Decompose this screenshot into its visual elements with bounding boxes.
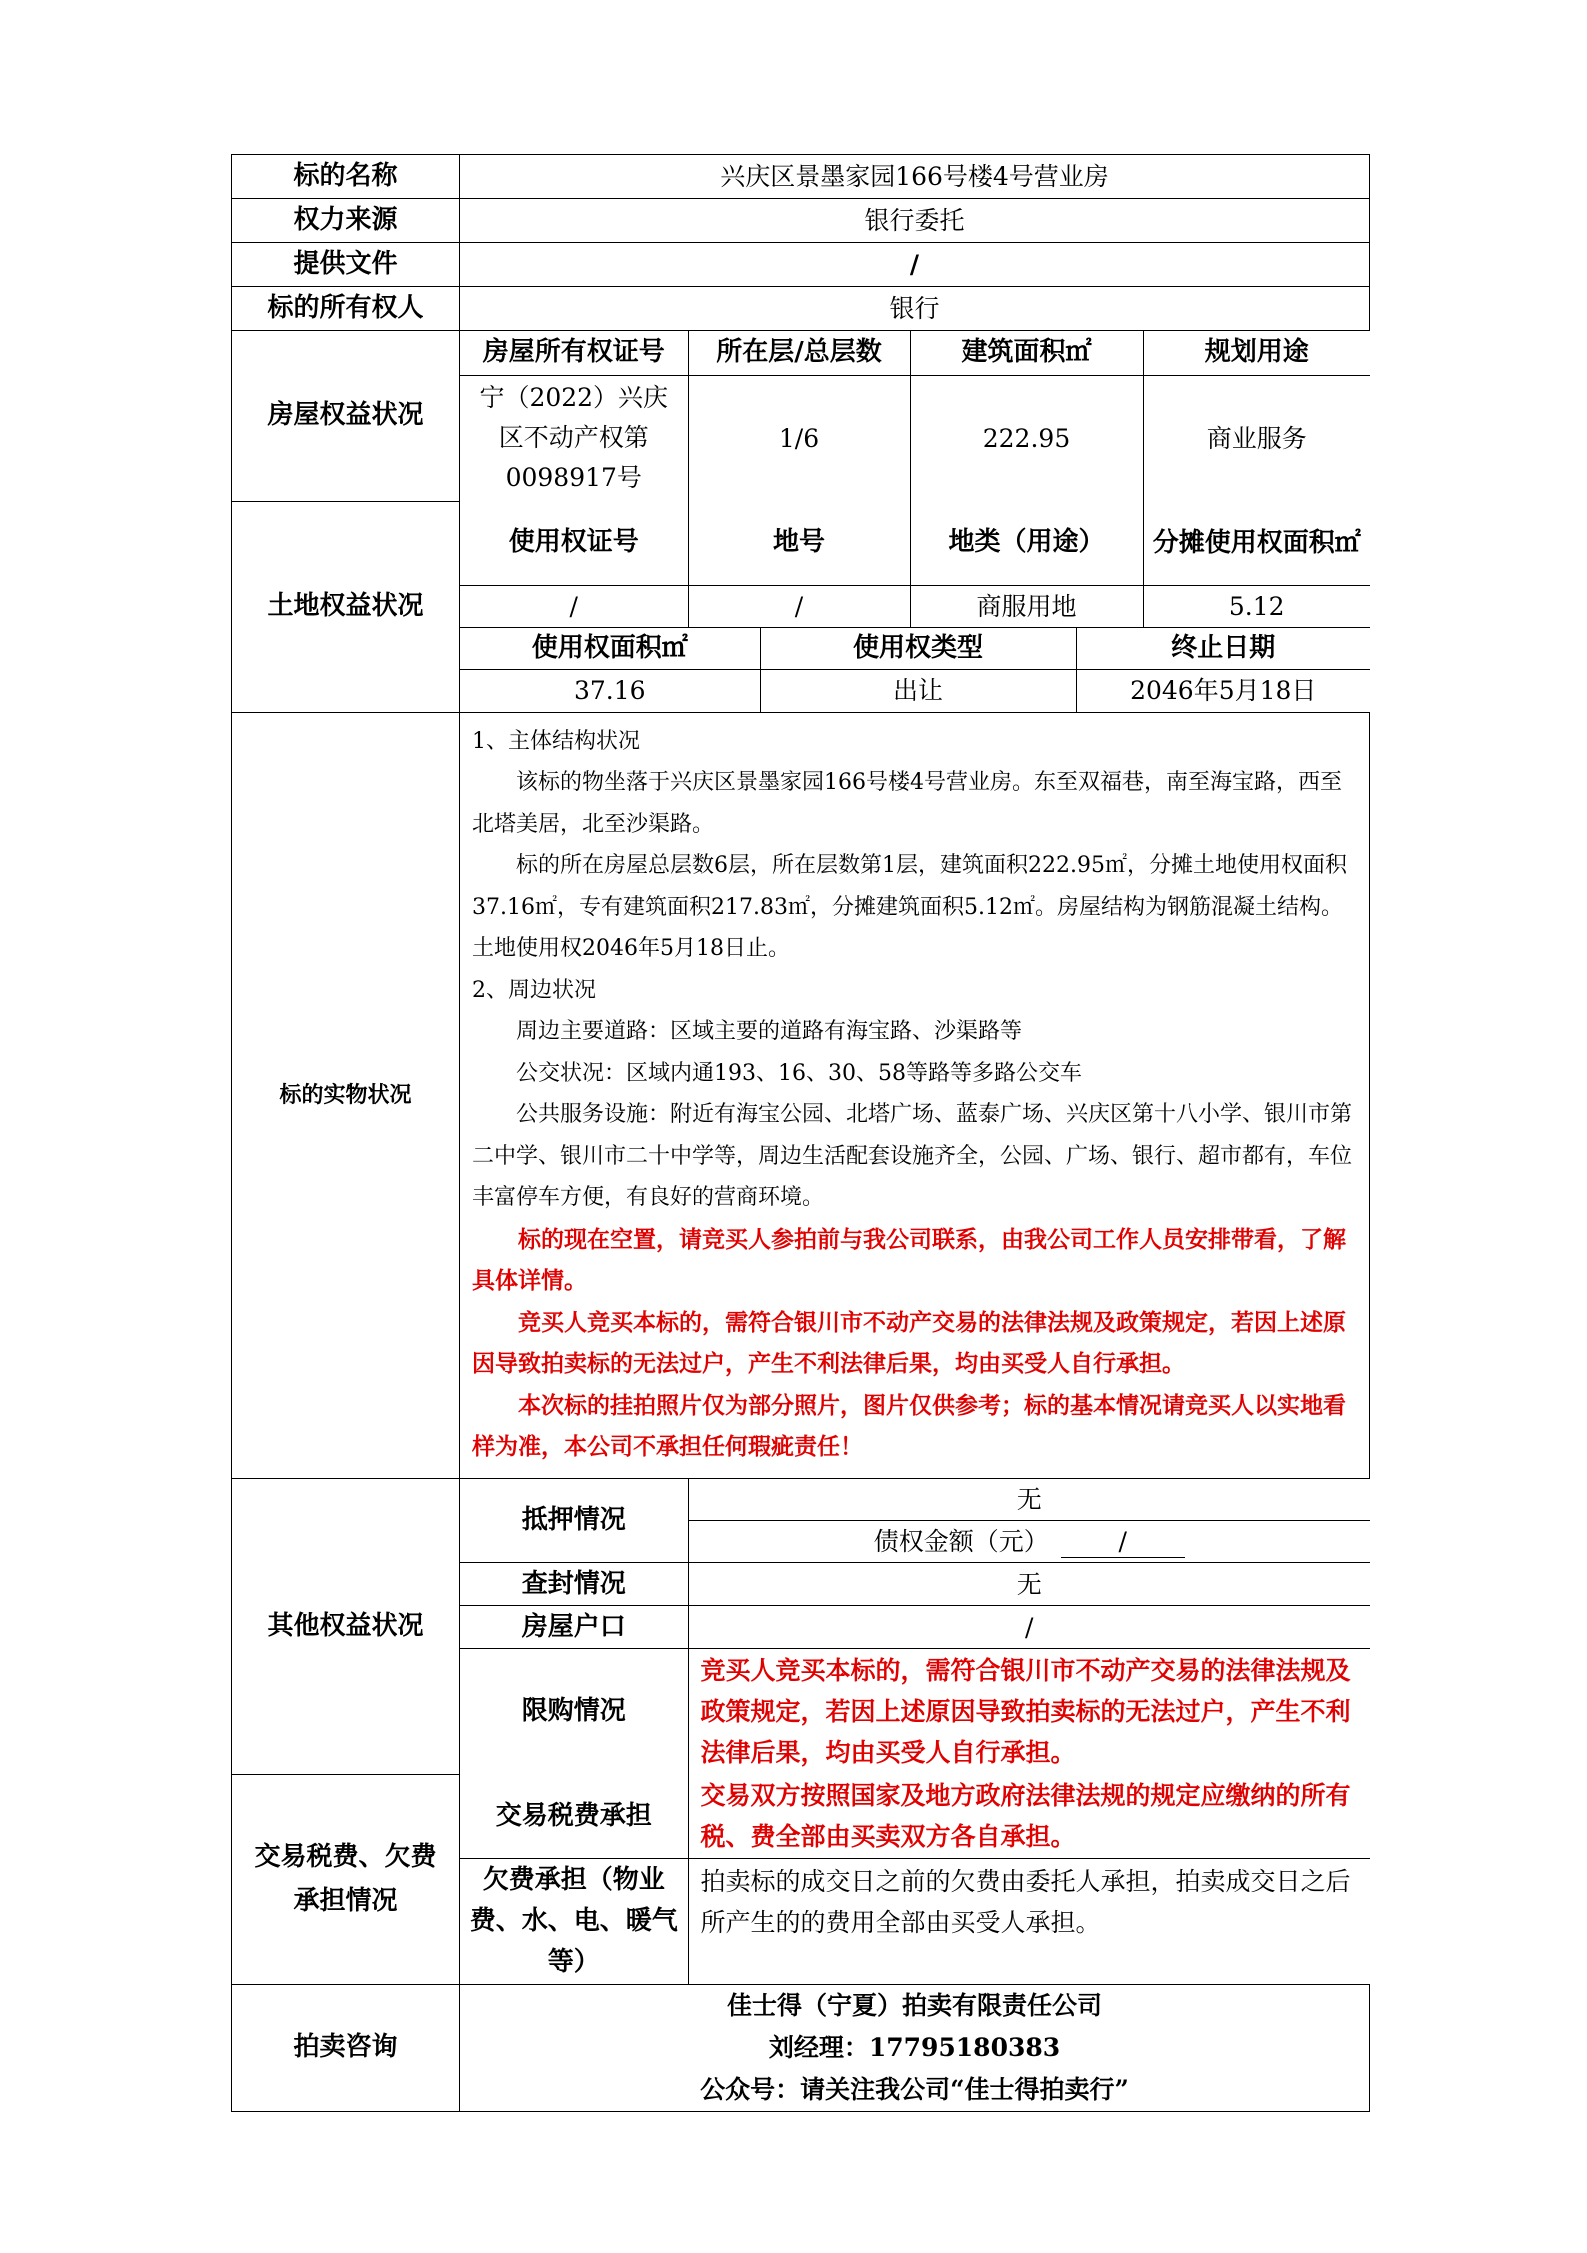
house-rights-table <box>460 331 1370 501</box>
land-use-area-value: 37.16 <box>460 670 760 712</box>
land-header-type: 地类（用途） <box>910 501 1143 585</box>
debt-label: 债权金额（元） <box>873 1527 1049 1556</box>
land-end-date-value: 2046年5月18日 <box>1076 670 1370 712</box>
row-land-rights <box>232 501 1370 712</box>
house-rights-label: 房屋权益状况 <box>232 331 460 502</box>
land-value-row-1 <box>460 585 1370 627</box>
tax-table <box>460 1775 1370 1984</box>
purchase-limit-row <box>460 1649 1370 1775</box>
house-value-row <box>460 375 1370 501</box>
row-owner <box>232 287 1370 331</box>
hukou-value: / <box>688 1606 1370 1649</box>
arrears-value: 拍卖标的成交日之前的欠费由委托人承担，拍卖成交日之后所产生的的费用全部由买受人承担。 <box>688 1859 1370 1984</box>
physical-p5: 周边主要道路：区域主要的道路有海宝路、沙渠路等 <box>516 1019 1023 1044</box>
land-type-value: 商服用地 <box>910 585 1143 627</box>
source-value: 银行委托 <box>460 199 1370 243</box>
row-physical <box>232 712 1370 1478</box>
physical-p1: 1、主体结构状况 <box>472 728 640 754</box>
consult-info <box>460 1984 1370 2111</box>
house-header-area: 建筑面积㎡ <box>910 331 1143 375</box>
house-header-floor: 所在层/总层数 <box>688 331 910 375</box>
physical-notice-2: 竞买人竞买本标的，需符合银川市不动产交易的法律法规及政策规定，若因上述原因导致拍卖标的无法过户，产生不利法律后果，均由买受人自行承担。 <box>472 1308 1346 1377</box>
house-header-row <box>460 331 1370 375</box>
source-label: 权力来源 <box>232 199 460 243</box>
tax-value: 交易双方按照国家及地方政府法律法规的规定应缴纳的所有税、费全部由买卖双方各自承担。 <box>688 1775 1370 1859</box>
owner-label: 标的所有权人 <box>232 287 460 331</box>
purchase-limit-value: 竞买人竞买本标的，需符合银川市不动产交易的法律法规及政策规定，若因上述原因导致拍卖标的无法过户，产生不利法律后果，均由买受人自行承担。 <box>688 1649 1370 1775</box>
row-source <box>232 199 1370 243</box>
seizure-label: 查封情况 <box>460 1563 688 1606</box>
hukou-row <box>460 1606 1370 1649</box>
land-header-cert: 使用权证号 <box>460 501 688 585</box>
physical-p7: 公共服务设施：附近有海宝公园、北塔广场、蓝泰广场、兴庆区第十八小学、银川市第二中学、银川市二十中学等，周边生活配套设施齐全，公园、广场、银行、超市都有，车位丰富停车方便，有良好的营商环境。 <box>472 1102 1353 1210</box>
mortgage-row <box>460 1479 1370 1521</box>
other-rights-label: 其他权益状况 <box>232 1478 460 1775</box>
land-header-shared-area: 分摊使用权面积㎡ <box>1143 501 1370 585</box>
house-header-use: 规划用途 <box>1143 331 1370 375</box>
consult-manager: 刘经理：17795180383 <box>768 2032 1061 2062</box>
land-value-row-2 <box>460 670 1370 712</box>
house-cert-value: 宁（2022）兴庆区不动产权第0098917号 <box>460 375 688 501</box>
land-header-row-1 <box>460 501 1370 585</box>
land-header-end-date: 终止日期 <box>1076 628 1370 670</box>
auction-info-table <box>231 154 1370 2112</box>
house-area-value: 222.95 <box>910 375 1143 501</box>
seizure-value: 无 <box>688 1563 1370 1606</box>
row-tax <box>232 1775 1370 1985</box>
physical-p6: 公交状况：区域内通193、16、30、58等路等多路公交车 <box>516 1060 1082 1086</box>
physical-p2: 该标的物坐落于兴庆区景墨家园166号楼4号营业房。东至双福巷，南至海宝路，西至北塔美居，北至沙渠路。 <box>472 770 1342 837</box>
tax-row <box>460 1775 1370 1859</box>
physical-notice-1: 标的现在空置，请竞买人参拍前与我公司联系，由我公司工作人员安排带看，了解具体详情。 <box>472 1225 1346 1294</box>
other-rights-table <box>460 1479 1370 1775</box>
land-right-type-value: 出让 <box>760 670 1076 712</box>
debt-value: / <box>1061 1527 1185 1558</box>
row-house-rights <box>232 331 1370 502</box>
mortgage-label: 抵押情况 <box>460 1479 688 1563</box>
consult-company: 佳士得（宁夏）拍卖有限责任公司 <box>726 1990 1102 2020</box>
row-docs <box>232 243 1370 287</box>
land-lot-value: / <box>688 585 910 627</box>
tax-section-label: 交易税费、欠费承担情况 <box>232 1775 460 1985</box>
tax-label: 交易税费承担 <box>460 1775 688 1859</box>
seizure-row <box>460 1563 1370 1606</box>
house-use-value: 商业服务 <box>1143 375 1370 501</box>
auction-info-sheet <box>231 154 1369 2112</box>
house-header-cert: 房屋所有权证号 <box>460 331 688 375</box>
item-name-label: 标的名称 <box>232 155 460 199</box>
house-floor-value: 1/6 <box>688 375 910 501</box>
consult-wechat: 公众号：请关注我公司“佳士得拍卖行” <box>700 2074 1129 2104</box>
physical-p4: 2、周边状况 <box>472 977 596 1003</box>
land-header-use-area: 使用权面积㎡ <box>460 628 760 670</box>
land-header-right-type: 使用权类型 <box>760 628 1076 670</box>
land-rights-label: 土地权益状况 <box>232 501 460 712</box>
land-cert-value: / <box>460 585 688 627</box>
land-rights-table-1 <box>460 501 1370 628</box>
physical-description <box>460 712 1370 1478</box>
land-rights-table-2 <box>460 628 1370 712</box>
land-header-row-2 <box>460 628 1370 670</box>
hukou-label: 房屋户口 <box>460 1606 688 1649</box>
purchase-limit-label: 限购情况 <box>460 1649 688 1775</box>
mortgage-value: 无 <box>688 1479 1370 1521</box>
physical-notice-3: 本次标的挂拍照片仅为部分照片，图片仅供参考；标的基本情况请竞买人以实地看样为准，本公司不承担任何瑕疵责任！ <box>472 1391 1346 1460</box>
debt-cell <box>688 1521 1370 1563</box>
land-header-lot: 地号 <box>688 501 910 585</box>
arrears-row <box>460 1859 1370 1984</box>
row-item-name <box>232 155 1370 199</box>
row-consult <box>232 1984 1370 2111</box>
land-shared-area-value: 5.12 <box>1143 585 1370 627</box>
docs-value: / <box>460 243 1370 287</box>
item-name-value: 兴庆区景墨家园166号楼4号营业房 <box>460 155 1370 199</box>
physical-label: 标的实物状况 <box>232 712 460 1478</box>
row-other-rights <box>232 1478 1370 1775</box>
owner-value: 银行 <box>460 287 1370 331</box>
docs-label: 提供文件 <box>232 243 460 287</box>
arrears-label: 欠费承担（物业费、水、电、暖气等） <box>460 1859 688 1984</box>
physical-p3: 标的所在房屋总层数6层，所在层数第1层，建筑面积222.95㎡，分摊土地使用权面积37.16㎡，专有建筑面积217.83㎡，分摊建筑面积5.12㎡。房屋结构为钢筋混凝土结构。土地使用权2046年5月18日止。 <box>472 853 1347 961</box>
consult-label: 拍卖咨询 <box>232 1984 460 2111</box>
